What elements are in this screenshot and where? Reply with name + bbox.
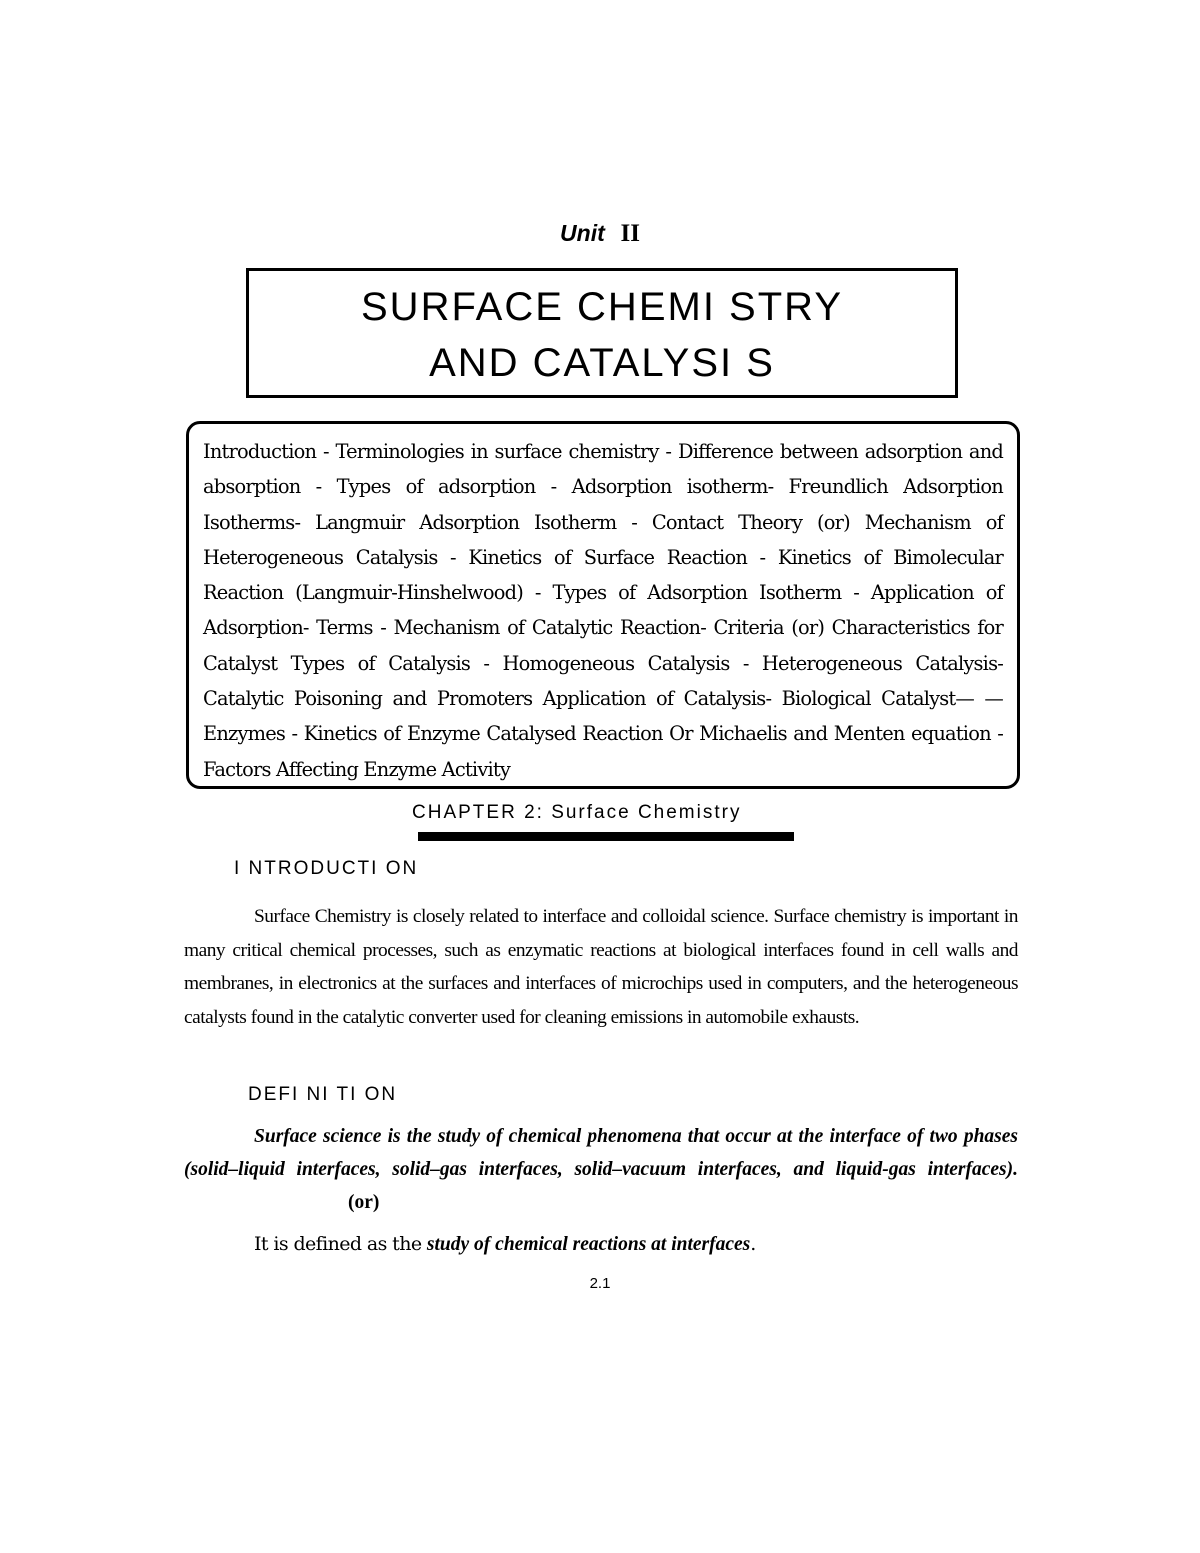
chapter-heading: CHAPTER 2: Surface Chemistry	[412, 802, 742, 823]
topics-text: Introduction - Terminologies in surface chemistry - Difference between adsorption and absorption - Types of adsorption - Adsorption isotherm- Freundlich Adsorption Isotherms- Langmuir Adsorption Isotherm - Contact Theory (or) Mechanism of Heterogeneous Catalysis - Kinetics of Surface Reaction - Kinetics of Bimolecular Reaction (Langmuir-Hinshelwood) - Types of Adsorption Isotherm - Application of Adsorption- Terms - Mechanism of Catalytic Reaction- Criteria (or) Characteristics for Catalyst Types of Catalysis - Homogeneous Catalysis - Heterogeneous Catalysis- Catalytic Poisoning and Promoters Application of Catalysis- Biological Catalyst— —Enzymes - Kinetics of Enzyme Catalysed Reaction Or Michaelis and Menten equation - Factors Affecting Enzyme Activity	[203, 440, 1003, 781]
or-text: (or)	[348, 1192, 380, 1213]
unit-number: II	[620, 220, 640, 247]
definition-paragraph	[184, 1120, 1018, 1219]
page-number: 2.1	[589, 1275, 611, 1292]
topics-summary-box	[186, 421, 1020, 789]
defined-suffix: .	[750, 1233, 756, 1255]
title-line-2: AND CATALYSI S	[429, 341, 775, 385]
definition-heading: DEFI NI TI ON	[248, 1084, 398, 1105]
chapter-title-box	[246, 268, 958, 398]
defined-emphasis: study of chemical reactions at interfaces	[426, 1234, 751, 1255]
defined-as-line	[254, 1228, 756, 1261]
title-line-1: SURFACE CHEMI STRY	[361, 285, 843, 329]
introduction-paragraph: Surface Chemistry is closely related to interface and colloidal science. Surface chemistry is important in many critical chemical processes, such as enzymatic reactions at biological interfaces found in cell walls and membranes, in electronics at the surfaces and interfaces of microchips used in computers, and the heterogeneous catalysts found in the catalytic converter used for cleaning emissions in automobile exhausts.	[184, 906, 1018, 1028]
definition-text: Surface science is the study of chemical phenomena that occur at the interface of two phases (solid–liquid interfaces, solid–gas interfaces, solid–vacuum interfaces, and liquid-gas interfaces).	[184, 1126, 1018, 1180]
chapter-underline-rule	[418, 832, 794, 841]
introduction-heading: I NTRODUCTI ON	[234, 858, 419, 879]
defined-prefix: It is defined as the	[254, 1233, 427, 1255]
unit-word: Unit	[560, 220, 605, 246]
unit-label	[0, 218, 1200, 249]
